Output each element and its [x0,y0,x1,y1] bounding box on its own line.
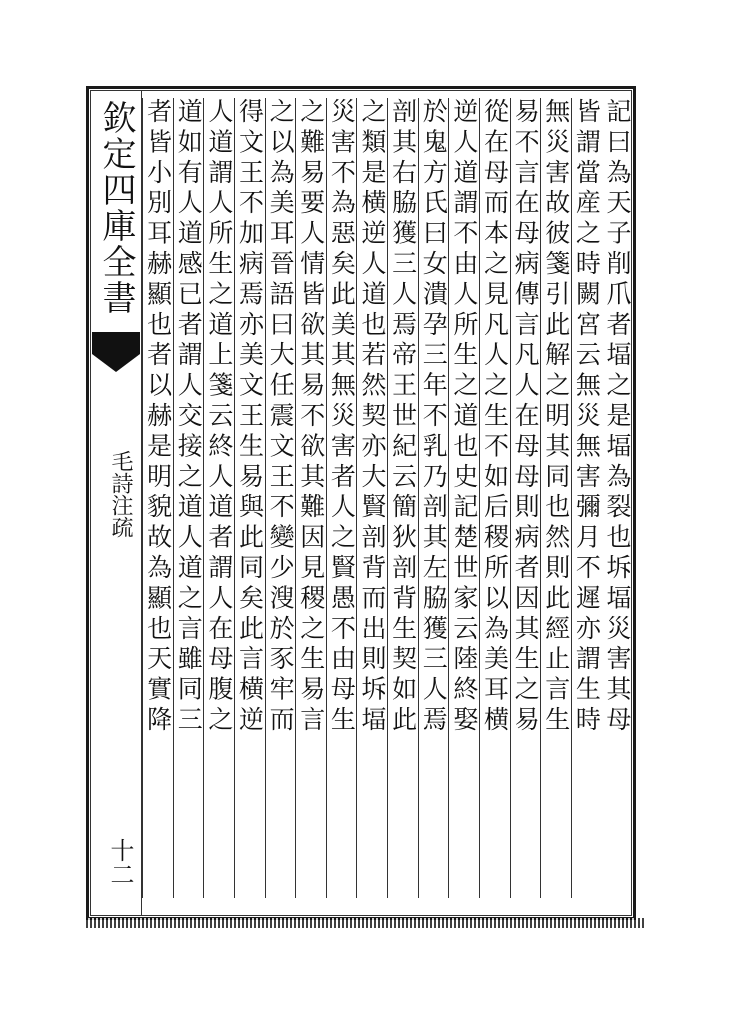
text-column-8: 剖其右脇獲三人焉帝王世紀云簡狄剖背生契如此 [387,98,418,898]
gutter-book-title: 毛詩注疏 [108,450,133,538]
text-column-15: 道如有人道感已者謂人交接之道人道之言雖同三 [173,98,204,898]
text-column-5: 從在母而本之見凡人之生不如后稷所以為美耳横 [479,98,510,898]
text-column-1: 記曰為天子削爪者堛之是堛為裂也坼堛災害其母 [603,98,632,737]
gutter-page-number: 十二 [106,838,134,886]
text-column-7: 於鬼方氏曰女潰孕三年不乳乃剖其左脇獲三人焉 [418,98,449,898]
text-column-4: 易不言在母病傳言凡人在母母則病者因其生之易 [510,98,541,898]
text-column-3: 無災害故彼箋引此解之明其同也然則此經止言生 [540,98,571,898]
text-column-13: 得文王不加病焉亦美文王生易與此同矣此言横逆 [234,98,265,898]
text-column-10: 災害不為惡矣此美其無災害者人之賢愚不由母生 [326,98,357,898]
text-column-12: 之以為美耳晉語曰大任震文王不變少溲於豕牢而 [265,98,296,898]
text-column-14: 人道謂人所生之道上箋云終人道者謂人在母腹之 [203,98,234,898]
text-column-11: 之難易要人情皆欲其易不欲其難因見稷之生易言 [295,98,326,898]
text-column-9: 之類是横逆人道也若然契亦大賢剖背而出則坼堛 [356,98,387,898]
text-column-16: 者皆小別耳赫顯也者以赫是明貌故為顯也天實降 [142,98,173,898]
gutter-title: 欽定四庫全書 [96,100,136,316]
bottom-rule [86,918,646,928]
text-column-2: 皆謂當産之時闕宮云無災無害彌月不遲亦謂生時 [571,98,602,898]
text-column-6: 逆人道謂不由人所生之道也史記楚世家云陸終娶 [448,98,479,898]
